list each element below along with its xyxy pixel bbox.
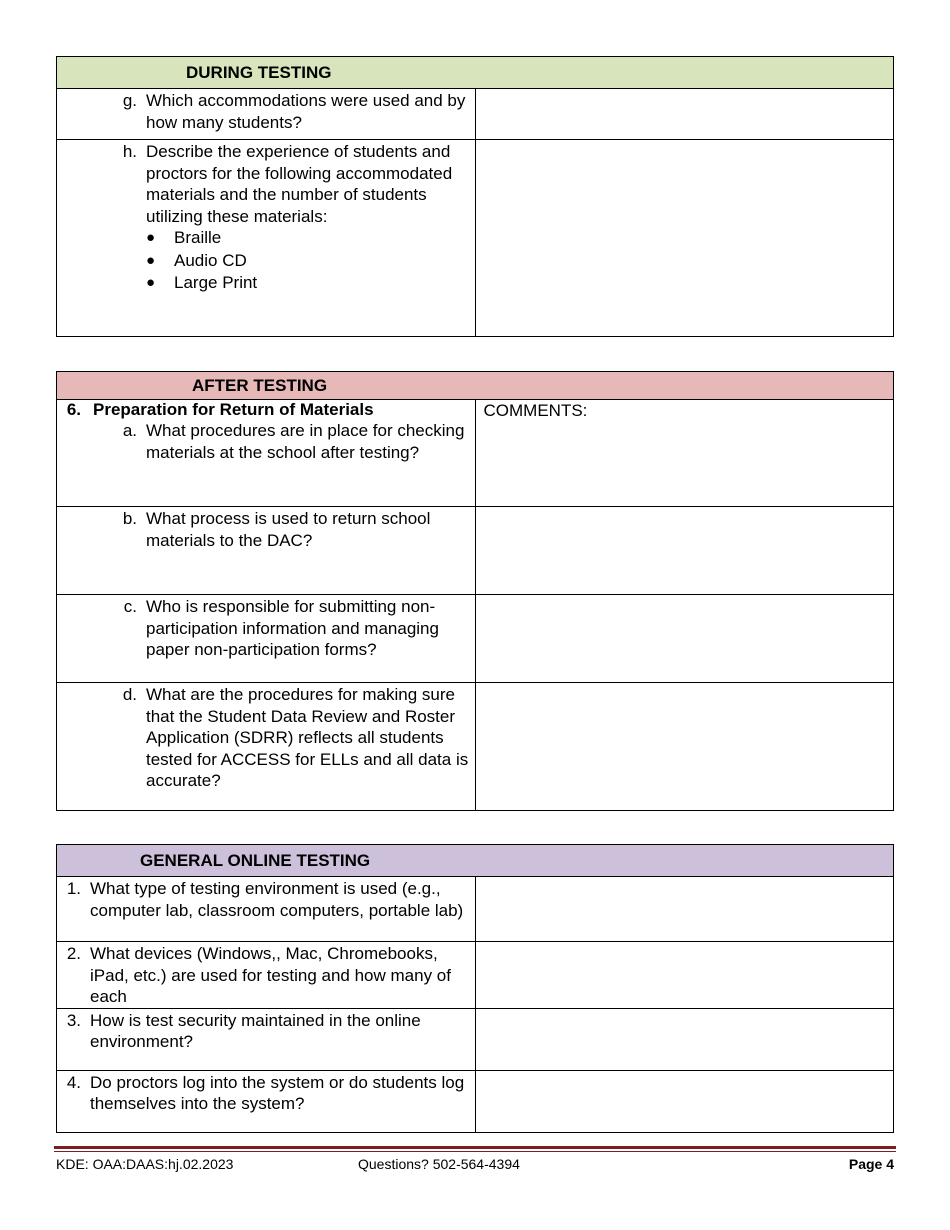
bullet-icon: ●: [146, 229, 156, 246]
after-testing-header-row: [57, 372, 894, 400]
question-label: 1.: [66, 879, 81, 898]
after-testing-table: [56, 371, 894, 811]
question-2: [57, 942, 475, 1008]
question-cell: [57, 140, 476, 337]
question-b: [57, 507, 475, 551]
question-g: [57, 89, 475, 133]
table-row: [57, 140, 894, 337]
question-text: Describe the experience of students and proctors for the following accommodated materials and the number of students utilizing these materials:: [146, 142, 453, 226]
question-label: c.: [123, 597, 137, 616]
answer-cell[interactable]: [475, 683, 894, 811]
bullet-icon: ●: [146, 274, 156, 291]
list-item: [146, 227, 471, 250]
answer-cell[interactable]: [475, 942, 894, 1009]
online-testing-table: [56, 844, 894, 1133]
table-row: [57, 595, 894, 683]
answer-cell[interactable]: [475, 595, 894, 683]
question-1: [57, 877, 475, 921]
list-item: [146, 250, 471, 273]
question-label: 4.: [66, 1072, 81, 1092]
footer-doc-code: KDE: OAA:DAAS:hj.02.2023: [56, 1156, 234, 1172]
question-text: How is test security maintained in the online environment?: [90, 1010, 421, 1051]
question-h: [57, 140, 475, 295]
question-cell: [57, 507, 476, 595]
question-label: h.: [122, 142, 137, 161]
question-label: b.: [122, 509, 137, 528]
answer-cell[interactable]: [475, 89, 894, 140]
answer-cell[interactable]: [475, 400, 894, 507]
question-label: d.: [122, 685, 137, 704]
question-cell: [57, 683, 476, 811]
online-testing-title: GENERAL ONLINE TESTING: [140, 850, 371, 870]
question-cell: [57, 942, 476, 1009]
during-testing-header-row: [57, 57, 894, 89]
bullet-text: Braille: [174, 228, 222, 247]
question-d: [57, 683, 475, 792]
section-number: 6.: [66, 400, 81, 419]
section-title: Preparation for Return of Materials: [93, 400, 374, 419]
question-text: Do proctors log into the system or do students log themselves into the system?: [90, 1072, 465, 1113]
question-c: [57, 595, 475, 661]
after-testing-title: AFTER TESTING: [192, 375, 328, 395]
question-cell: [57, 1070, 476, 1132]
table-row: [57, 1008, 894, 1070]
question-cell: [57, 89, 476, 140]
during-testing-table: [56, 56, 894, 337]
after-testing-header: [57, 372, 894, 400]
bullet-text: Audio CD: [174, 250, 247, 270]
question-label: 3.: [66, 1010, 81, 1030]
table-row: [57, 877, 894, 942]
during-testing-title: DURING TESTING: [186, 62, 332, 82]
answer-cell[interactable]: [475, 877, 894, 942]
answer-cell[interactable]: [475, 1070, 894, 1132]
answer-cell[interactable]: [475, 140, 894, 337]
question-cell: [57, 400, 476, 507]
comments-label: COMMENTS:: [483, 401, 588, 420]
question-cell: [57, 1008, 476, 1070]
question-text: What are the procedures for making sure that the Student Data Review and Roster Application (SDRR) reflects all students tested for ACCESS for ELLs and all data is accurate?: [146, 685, 469, 790]
footer-rule-thick: [54, 1146, 896, 1149]
question-label: g.: [122, 91, 137, 110]
question-3: [57, 1009, 475, 1053]
footer-rule-thin: [54, 1151, 896, 1152]
question-a: [57, 420, 475, 463]
answer-cell[interactable]: [475, 1008, 894, 1070]
table-row: [57, 400, 894, 507]
question-text: Which accommodations were used and by how many students?: [146, 91, 466, 132]
question-text: What type of testing environment is used (e.g., computer lab, classroom computers, portable lab): [90, 879, 464, 920]
question-cell: [57, 595, 476, 683]
question-text: What procedures are in place for checking materials at the school after testing?: [146, 421, 465, 462]
table-row: [57, 1070, 894, 1132]
question-text: What process is used to return school materials to the DAC?: [146, 509, 431, 550]
footer-page-number: Page 4: [848, 1156, 894, 1172]
table-row: [57, 89, 894, 140]
bullet-text: Large Print: [174, 273, 258, 292]
section-6-title: [57, 400, 475, 420]
during-testing-header: [57, 57, 894, 89]
question-cell: [57, 877, 476, 942]
bullet-list: [146, 227, 471, 295]
table-row: [57, 942, 894, 1009]
online-testing-header: [57, 845, 894, 877]
question-4: [57, 1071, 475, 1115]
answer-cell[interactable]: [475, 507, 894, 595]
question-label: a.: [122, 421, 137, 440]
table-row: [57, 507, 894, 595]
online-testing-header-row: [57, 845, 894, 877]
question-text: What devices (Windows,, Mac, Chromebooks, iPad, etc.) are used for testing and how many of each: [90, 944, 451, 1006]
table-row: [57, 683, 894, 811]
footer-questions: Questions? 502-564-4394: [358, 1156, 520, 1172]
bullet-icon: ●: [146, 251, 156, 269]
question-label: 2.: [66, 944, 81, 963]
list-item: [146, 272, 471, 295]
question-text: Who is responsible for submitting non-participation information and managing paper non-participation forms?: [146, 597, 439, 659]
